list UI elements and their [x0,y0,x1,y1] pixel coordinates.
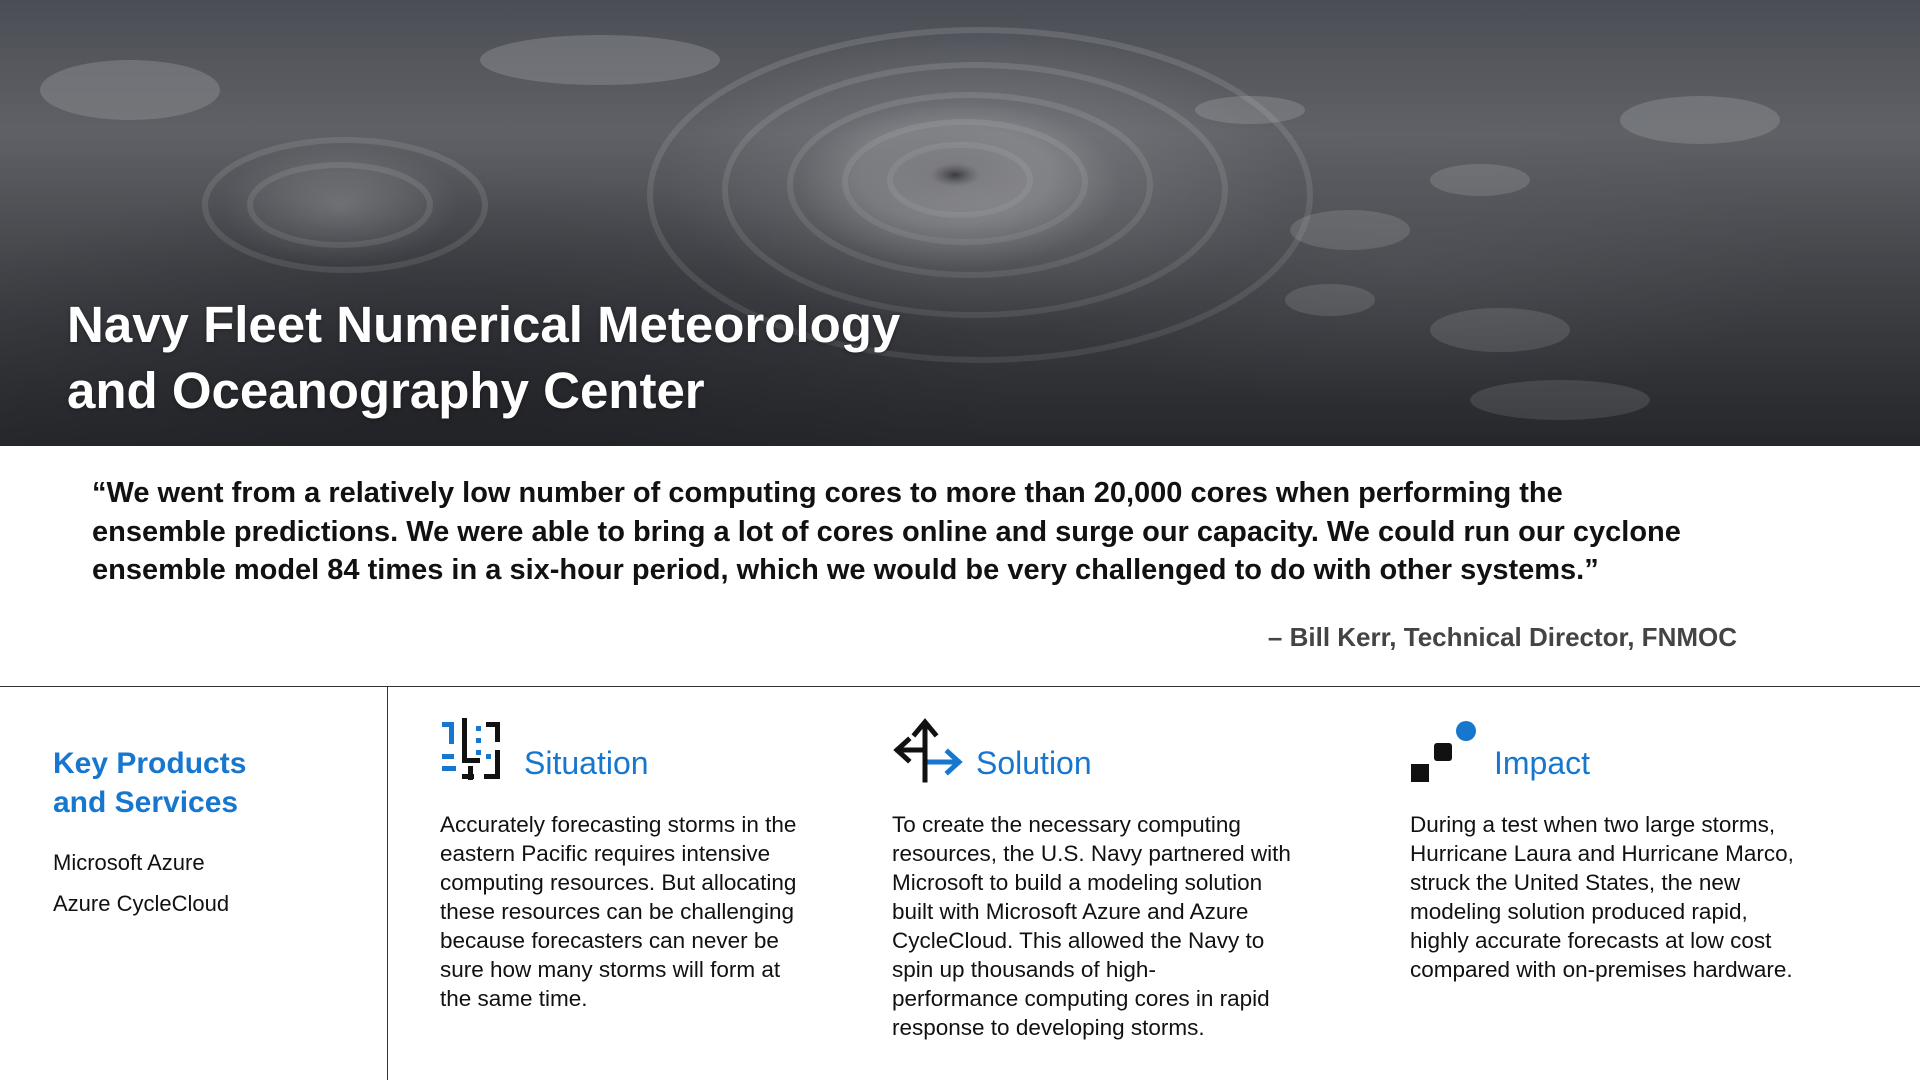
body-line: built with Microsoft Azure and Azure [892,899,1249,924]
quote-attribution: – Bill Kerr, Technical Director, FNMOC [1267,622,1737,652]
heading-line: and Services [53,786,239,819]
growth-squares-icon [1410,716,1482,784]
product-item: Microsoft Azure [53,850,205,875]
title-line-2: and Oceanography Center [67,362,705,419]
quote-line: “We went from a relatively low number of computing cores to more than 20,000 cores when performing the [92,477,1563,509]
signpost-arrows-icon [892,716,964,784]
hero-banner [0,0,1920,446]
body-line: struck the United States, the new [1410,870,1741,895]
body-line: performance computing cores in rapid [892,986,1270,1011]
body-line: During a test when two large storms, [1410,812,1776,837]
body-line: resources, the U.S. Navy partnered with [892,841,1291,866]
situation-title: Situation [524,745,649,781]
body-line: because forecasters can never be [440,928,779,953]
horizontal-divider [0,686,1920,687]
body-line: the same time. [440,986,588,1011]
situation-icon [440,716,512,784]
heading-line: Key Products [53,747,247,780]
body-line: Accurately forecasting storms in the [440,812,797,837]
title-line-1: Navy Fleet Numerical Meteorology [67,296,901,353]
body-line: these resources can be challenging [440,899,794,924]
key-products-heading [53,744,246,822]
product-item: Azure CycleCloud [53,891,230,916]
body-line: spin up thousands of high- [892,957,1156,982]
solution-title: Solution [976,745,1092,781]
quote-line: ensemble predictions. We were able to bring a lot of cores online and surge our capacity. We could run our cyclone [92,515,1681,548]
customer-quote [92,474,1872,590]
key-products-list [53,842,229,924]
body-line: sure how many storms will form at [440,957,781,982]
vertical-divider [387,686,388,1080]
body-line: computing resources. But allocating [440,870,797,895]
body-line: To create the necessary computing [892,812,1241,837]
body-line: response to developing storms. [892,1015,1205,1040]
body-line: CycleCloud. This allowed the Navy to [892,928,1265,953]
body-line: compared with on-premises hardware. [1410,957,1793,982]
quote-line: ensemble model 84 times in a six-hour period, which we would be very challenged to do with other systems.” [92,554,1599,586]
body-line: Hurricane Laura and Hurricane Marco, [1410,841,1794,866]
body-line: modeling solution produced rapid, [1410,899,1748,924]
impact-title: Impact [1494,745,1591,781]
page-title [67,292,900,424]
situation-body [440,810,796,1013]
body-line: eastern Pacific requires intensive [440,841,771,866]
impact-body [1410,810,1794,984]
body-line: highly accurate forecasts at low cost [1410,928,1772,953]
body-line: Microsoft to build a modeling solution [892,870,1263,895]
solution-body [892,810,1291,1042]
